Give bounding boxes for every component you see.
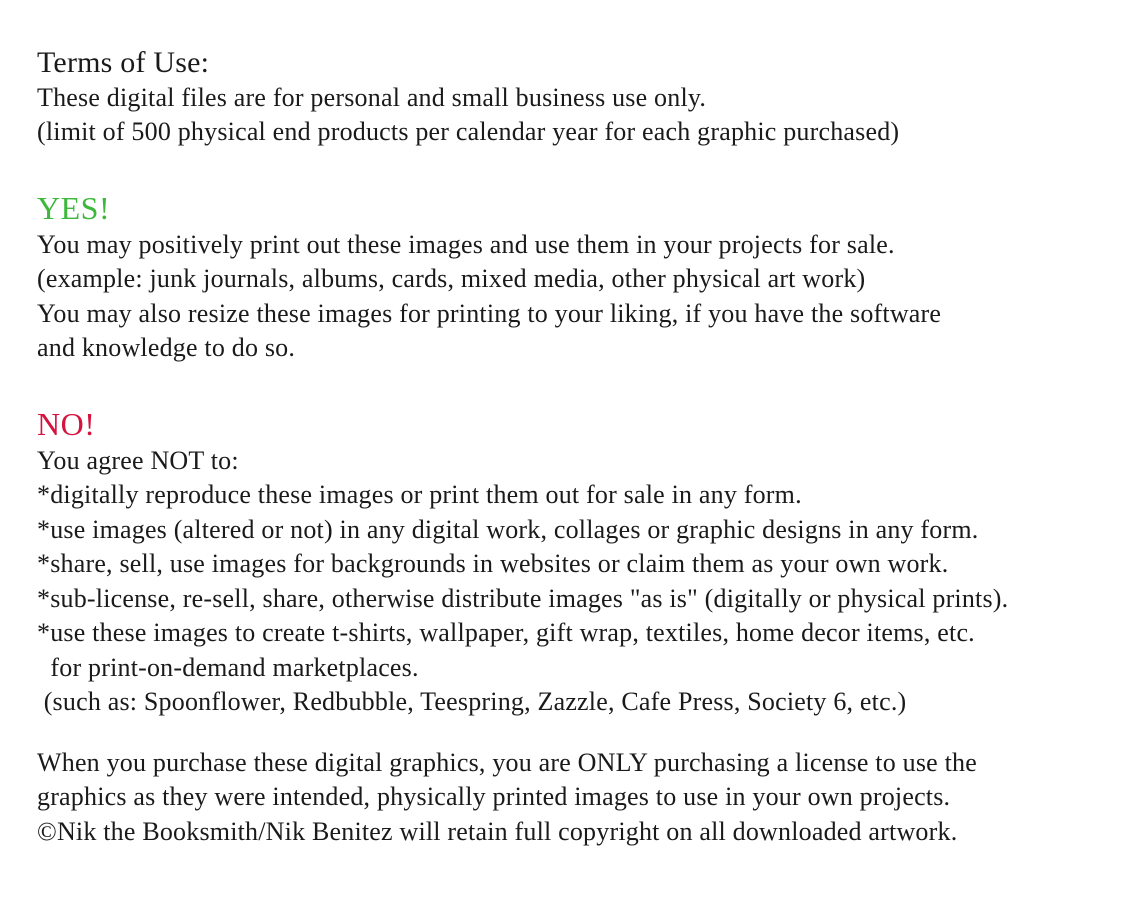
footer-line-2: graphics as they were intended, physically printed images to use in your own projects. <box>37 782 951 811</box>
header-line-2: (limit of 500 physical end products per calendar year for each graphic purchased) <box>37 117 900 146</box>
no-line-2: *use images (altered or not) in any digital work, collages or graphic designs in any form. <box>37 514 979 544</box>
yes-line-2: (example: junk journals, albums, cards, mixed media, other physical art work) <box>37 264 866 293</box>
no-line-6: for print-on-demand marketplaces. <box>37 652 419 682</box>
no-heading: NO! <box>37 405 96 442</box>
yes-line-4: and knowledge to do so. <box>37 333 296 362</box>
no-section <box>37 404 1120 720</box>
yes-heading: YES! <box>37 189 111 226</box>
yes-section <box>37 188 1120 366</box>
no-line-1: *digitally reproduce these images or print them out for sale in any form. <box>37 480 802 509</box>
yes-line-3: You may also resize these images for printing to your liking, if you have the software <box>37 298 942 328</box>
no-line-3: *share, sell, use images for backgrounds in websites or claim them as your own work. <box>37 549 949 578</box>
no-intro: You agree NOT to: <box>37 445 239 475</box>
license-footer <box>37 746 1120 850</box>
no-line-7: (such as: Spoonflower, Redbubble, Teespring, Zazzle, Cafe Press, Society 6, etc.) <box>37 687 907 716</box>
yes-line-1: You may positively print out these images and use them in your projects for sale. <box>37 229 895 259</box>
no-line-5: *use these images to create t-shirts, wallpaper, gift wrap, textiles, home decor items, etc. <box>37 618 975 647</box>
header-section <box>37 46 1120 150</box>
footer-line-3: ©Nik the Booksmith/Nik Benitez will retain full copyright on all downloaded artwork. <box>37 816 958 846</box>
header-line-1: These digital files are for personal and small business use only. <box>37 82 707 112</box>
footer-line-1: When you purchase these digital graphics, you are ONLY purchasing a license to use the <box>37 747 977 777</box>
doc-title: Terms of Use: <box>37 46 210 79</box>
no-line-4: *sub-license, re-sell, share, otherwise distribute images "as is" (digitally or physical prints). <box>37 583 1009 613</box>
